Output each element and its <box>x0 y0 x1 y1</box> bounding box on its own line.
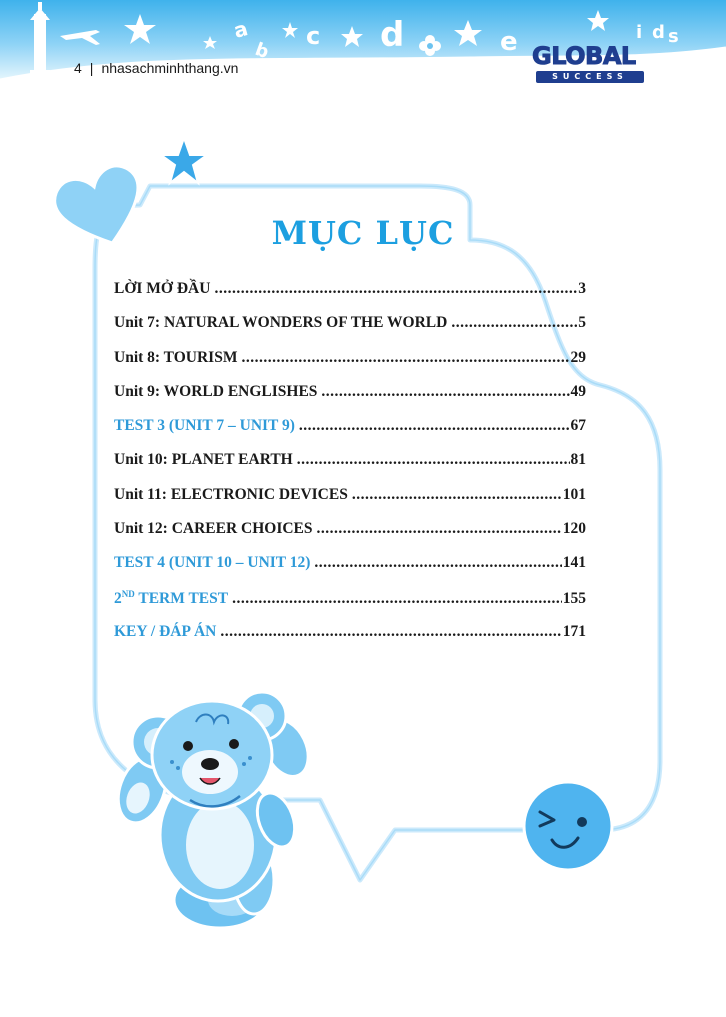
toc-entry-page: 81 <box>570 451 586 469</box>
toc-entry-page: 3 <box>578 280 586 297</box>
toc-entry[interactable] <box>114 349 586 383</box>
page-title: MỤC LỤC <box>271 214 455 252</box>
toc-entry-page: 49 <box>570 382 586 400</box>
toc-leader-dots <box>299 417 570 435</box>
toc-entry-page: 5 <box>578 314 586 332</box>
toc-entry-page: 120 <box>562 520 586 538</box>
toc-entry-label: KEY / ĐÁP ÁN <box>114 622 217 640</box>
toc-leader-dots <box>214 280 577 298</box>
header-letter: b <box>252 38 272 64</box>
toc-leader-dots <box>297 451 570 469</box>
toc-leader-dots <box>232 590 562 608</box>
header-letter: c <box>306 22 321 50</box>
toc-leader-dots <box>451 314 577 332</box>
logo-sub-text: SUCCESS <box>536 71 644 83</box>
page-separator: | <box>89 60 94 76</box>
toc-entry-page: 141 <box>562 554 586 572</box>
toc-leader-dots <box>314 554 561 572</box>
toc-entry-label: Unit 10: PLANET EARTH <box>114 451 293 469</box>
toc-entry-page: 67 <box>570 417 586 435</box>
toc-entry[interactable] <box>114 486 586 520</box>
toc-entry-label: Unit 12: CAREER CHOICES <box>114 520 313 538</box>
toc-entry[interactable] <box>114 554 586 588</box>
toc-entry-label: Unit 9: WORLD ENGLISHES <box>114 382 318 400</box>
toc-entry[interactable] <box>114 383 586 417</box>
toc-entry-label-prefix: 2 <box>114 589 122 607</box>
star-icon <box>161 138 207 183</box>
header-letter: s <box>668 26 679 47</box>
toc-entry-label: Unit 11: ELECTRONIC DEVICES <box>114 485 348 503</box>
toc-entry-label-sup: ND <box>121 588 135 599</box>
toc-entry-label: Unit 7: NATURAL WONDERS OF THE WORLD <box>114 314 448 332</box>
toc-entry-label: TEST 3 (UNIT 7 – UNIT 9) <box>114 417 295 435</box>
teddy-bear-icon <box>110 692 317 928</box>
toc-entry-page: 101 <box>562 485 586 503</box>
toc-leader-dots <box>317 520 562 538</box>
toc-leader-dots <box>352 486 562 504</box>
toc-leader-dots <box>241 349 569 367</box>
header-letter: d <box>380 15 405 55</box>
toc-entry[interactable] <box>114 417 586 451</box>
page-number: 4 <box>74 60 82 76</box>
toc-entry-label: LỜI MỞ ĐẦU <box>114 280 211 297</box>
toc-entry[interactable] <box>114 623 586 657</box>
toc-entry[interactable] <box>114 589 586 623</box>
table-of-contents <box>114 280 586 657</box>
toc-entry-label: TERM TEST <box>138 589 229 607</box>
toc-entry-label: TEST 4 (UNIT 10 – UNIT 12) <box>114 554 311 572</box>
header-letter: a <box>231 16 251 43</box>
header-letter: e <box>500 27 518 57</box>
toc-entry-page: 171 <box>562 622 586 640</box>
toc-entry-page: 155 <box>562 589 586 607</box>
logo-main-text: GLOBAL <box>532 42 636 70</box>
site-link[interactable]: nhasachminhthang.vn <box>101 60 239 76</box>
header-letter: i <box>636 22 643 43</box>
toc-entry-label-group <box>114 589 228 608</box>
toc-entry[interactable] <box>114 280 586 314</box>
toc-entry[interactable] <box>114 451 586 485</box>
toc-leader-dots <box>220 623 561 641</box>
toc-entry[interactable] <box>114 314 586 348</box>
header-letter: d <box>652 22 665 43</box>
toc-entry[interactable] <box>114 520 586 554</box>
toc-entry-label: Unit 8: TOURISM <box>114 348 238 366</box>
winking-smiley-icon <box>524 782 612 870</box>
toc-leader-dots <box>321 383 569 401</box>
toc-entry-page: 29 <box>570 348 586 366</box>
